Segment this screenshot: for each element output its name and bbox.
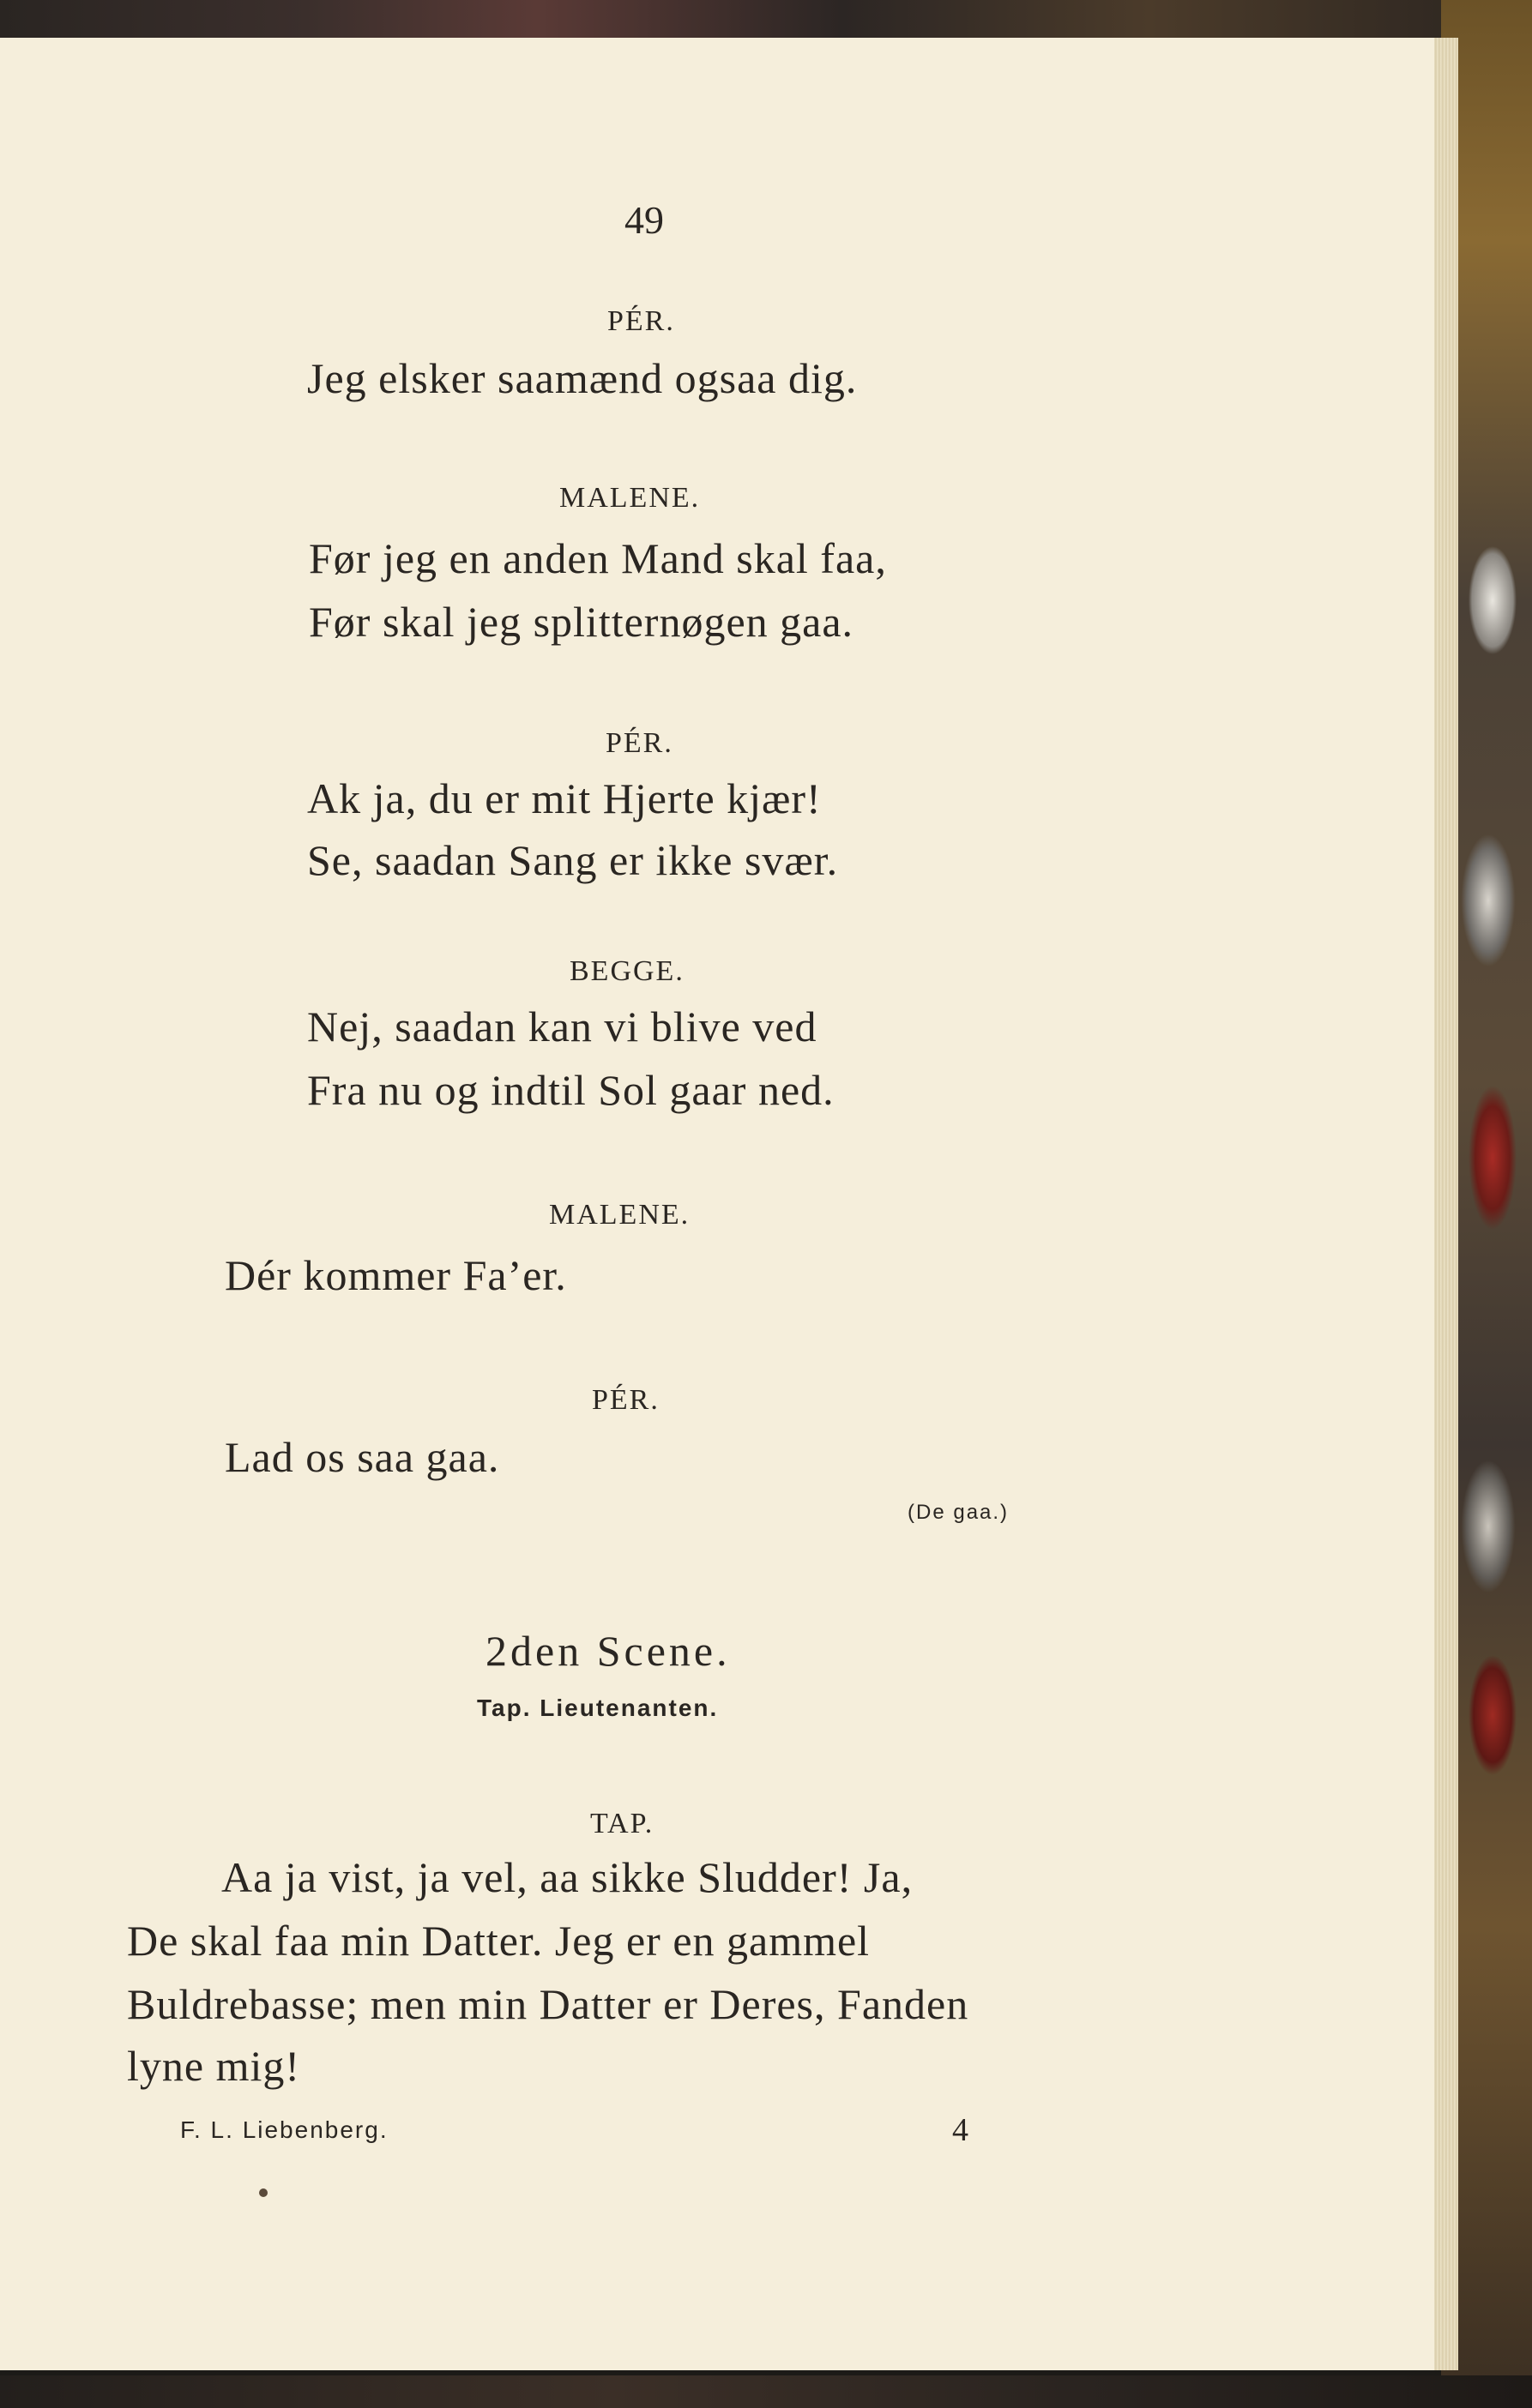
scene-cast: Tap. Lieutenanten. <box>477 1695 719 1721</box>
book-bottom-edge <box>0 2375 1532 2408</box>
prose-line: Buldrebasse; men min Datter er Deres, Fanden <box>127 1980 969 2028</box>
book-top-edge <box>0 0 1532 38</box>
prose-line: De skal faa min Datter. Jeg er en gammel <box>127 1917 871 1965</box>
verse-line: Nej, saadan kan vi blive ved <box>307 1002 817 1050</box>
verse-line: Se, saadan Sang er ikke svær. <box>307 836 839 884</box>
speaker-label: PÉR. <box>592 1384 660 1416</box>
speaker-label: MALENE. <box>549 1199 691 1231</box>
speaker-label: TAP. <box>590 1808 654 1839</box>
verse-line: Før skal jeg splitternøgen gaa. <box>309 598 854 646</box>
speaker-label: PÉR. <box>607 305 675 337</box>
verse-line: Jeg elsker saamænd ogsaa dig. <box>307 354 858 402</box>
verse-line: Før jeg en anden Mand skal faa, <box>309 534 887 582</box>
verse-line: Ak ja, du er mit Hjerte kjær! <box>307 774 822 822</box>
signature-mark: 4 <box>952 2112 968 2148</box>
verse-line: Dér kommer Fa’er. <box>225 1251 567 1299</box>
prose-line: Aa ja vist, ja vel, aa sikke Sludder! Ja, <box>221 1853 914 1901</box>
page-number: 49 <box>624 198 664 242</box>
verse-line: Fra nu og indtil Sol gaar ned. <box>307 1066 835 1114</box>
speaker-label: BEGGE. <box>570 955 685 987</box>
stage-direction: (De gaa.) <box>908 1501 1010 1524</box>
footer-author: F. L. Liebenberg. <box>180 2116 389 2143</box>
speaker-label: PÉR. <box>606 727 673 759</box>
verse-line: Lad os saa gaa. <box>225 1433 500 1481</box>
scene-title: 2den Scene. <box>486 1627 731 1675</box>
prose-line: lyne mig! <box>127 2042 301 2090</box>
ink-spot <box>259 2188 268 2197</box>
speaker-label: MALENE. <box>559 482 701 514</box>
book-page <box>0 38 1434 2370</box>
